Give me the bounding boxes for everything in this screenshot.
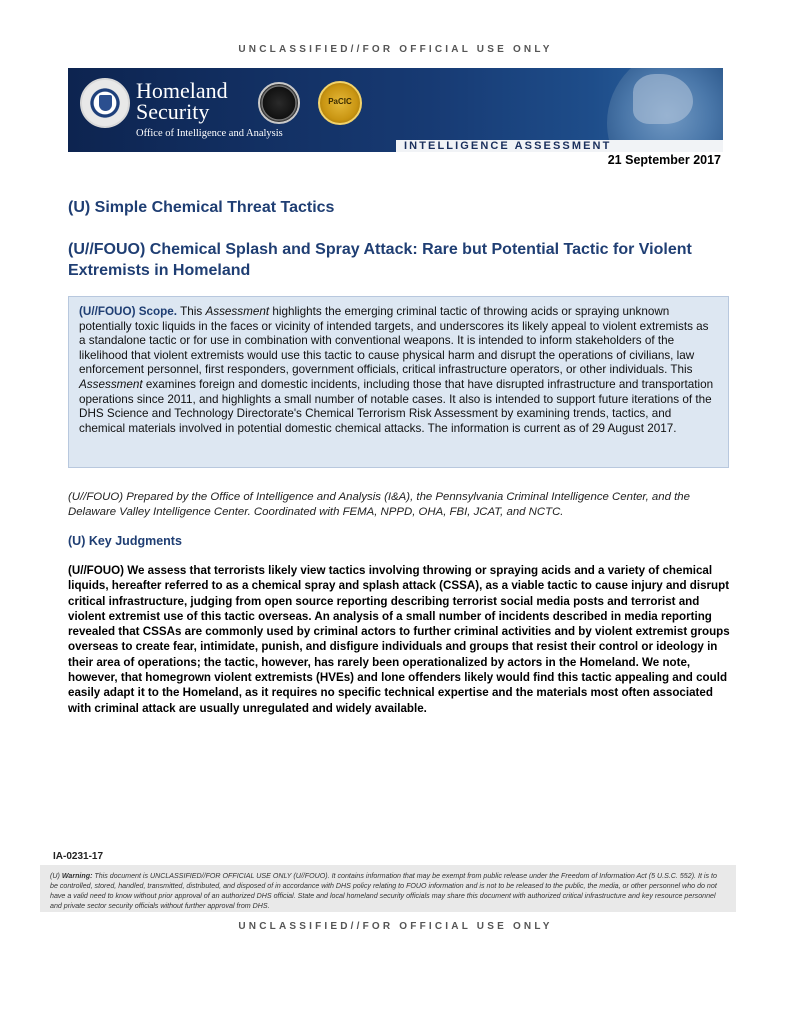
warning-label: Warning: [61, 872, 93, 880]
scope-assessment-1: Assessment [205, 305, 270, 318]
scope-label: (U//FOUO) Scope. [79, 305, 178, 318]
document-subtitle: (U) Simple Chemical Threat Tactics [68, 199, 335, 216]
agency-name-line1: Homeland [136, 78, 228, 103]
globe-landmass [633, 74, 693, 124]
pacic-badge-text: PaCIC [328, 97, 352, 106]
prepared-by-statement: (U//FOUO) Prepared by the Office of Intelligence and Analysis (I&A), the Pennsylvania Criminal Intelligence Center, and the Delaware Valley Intelligence Center. Coordinated with FEMA, NPPD, OHA, FBI, JCAT, and NCTC. [68, 491, 690, 518]
office-name: Office of Intelligence and Analysis [136, 128, 283, 139]
warning-notice [40, 865, 736, 912]
scope-text-2: highlights the emerging criminal tactic of throwing acids or spraying unknown potentially toxic liquids in the faces or vicinity of intended targets, and underscores its likely appeal to violent extremists as a standalone tactic or for use in combination with conventional weapons. It is intended to inform stakeholders of the likelihood that violent extremists would use this tactic to cause physical harm and disrupt the operations of civilians, law enforcement personnel, first responders, government officials, critical infrastructure operators, or other individuals. This [79, 305, 709, 377]
key-judgments-heading: (U) Key Judgments [68, 534, 182, 548]
header-banner [68, 68, 723, 152]
document-id: IA-0231-17 [53, 851, 104, 862]
scope-text-3: examines foreign and domestic incidents, including those that have disrupted infrastructure and transportation operations since 2011, and highlights a small number of notable cases. It also is intended to support future iterations of the DHS Science and Technology Directorate's Chemical Terrorism Risk Assessment by examining trends, tactics, and chemical materials involved in potential domestic chemical attacks. The information is current as of 29 August 2017. [79, 377, 714, 435]
warning-prefix: (U) [50, 872, 62, 880]
classification-banner-top: UNCLASSIFIED//FOR OFFICIAL USE ONLY [238, 44, 553, 55]
scope-box [68, 296, 729, 468]
scope-text-1: This [180, 305, 206, 318]
pacic-badge-icon [318, 81, 362, 125]
key-judgments-body: (U//FOUO) We assess that terrorists likely view tactics involving throwing or spraying acids and a variety of chemical liquids, hereafter referred to as a chemical spray and splash attack (CSSA), as a viable tactic to cause injury and disrupt critical infrastructure, judging from open source reporting describing terrorist social media posts and terrorist and violent extremist use of this tactic overseas. An analysis of a small number of incidents described in media reporting revealed that CSSAs are commonly used by criminal actors to further criminal activities and by violent extremist groups overseas to create fear, intimidate, punish, and disfigure individuals and groups that resist their control or ideology in their area of operations; the tactic, however, has rarely been operationalized by actors in the Homeland. We note, however, that homegrown violent extremists (HVEs) and lone offenders likely would find this tactic appealing and could easily adapt it to the Homeland, as it requires no specific technical expertise and the materials most often associated with criminal attack are usually unregulated and widely available. [68, 564, 730, 715]
dhs-seal-icon [80, 78, 130, 128]
liberty-bell-seal-icon [258, 82, 300, 124]
document-title: (U//FOUO) Chemical Splash and Spray Attack: Rare but Potential Tactic for Violent Extremists in Homeland [68, 241, 692, 279]
warning-text: This document is UNCLASSIFIED//FOR OFFICIAL USE ONLY (U//FOUO). It contains information that may be exempt from public release under the Freedom of Information Act (5 U.S.C. 552). It is to be controlled, stored, handled, transmitted, distributed, and disposed of in accordance with DHS policy relating to FOUO information and is not to be released to the public, the media, or other personnel who do not have a valid need to know without prior approval of an authorized DHS official. State and local homeland security officials may share this document with authorized critical infrastructure and key resource personnel and private sector security officials without further approval from DHS. [50, 872, 717, 910]
agency-name-line2: Security [136, 99, 210, 124]
scope-assessment-2: Assessment [79, 377, 143, 391]
publication-date: 21 September 2017 [607, 153, 721, 167]
product-type-label: INTELLIGENCE ASSESSMENT [404, 140, 612, 152]
classification-banner-bottom: UNCLASSIFIED//FOR OFFICIAL USE ONLY [238, 921, 553, 932]
